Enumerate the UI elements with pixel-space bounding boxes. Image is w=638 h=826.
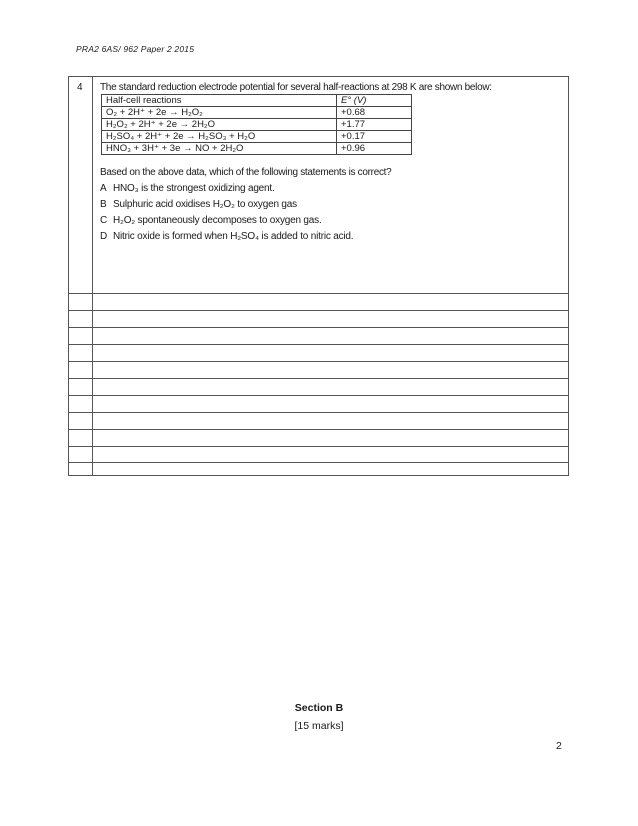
half-reaction-table	[101, 94, 412, 155]
option-text: HNO₃ is the strongest oxidizing agent.	[113, 183, 275, 194]
question-number: 4	[77, 82, 83, 93]
section-title: Section B	[294, 702, 344, 714]
header-potential: E° (V)	[337, 95, 412, 107]
page-header: PRA2 6AS/ 962 Paper 2 2015	[76, 44, 195, 54]
option-label: B	[100, 199, 107, 210]
answer-row-line	[69, 293, 568, 294]
potential-cell: +0.96	[337, 143, 412, 155]
option-label: D	[100, 231, 108, 242]
question-intro: The standard reduction electrode potential for several half-reactions at 298 K are shown below:	[100, 82, 492, 93]
table-row	[102, 119, 412, 131]
reaction-cell: HNO₃ + 3H⁺ + 3e → NO + 2H₂O	[102, 143, 337, 155]
option-text: Sulphuric acid oxidises H₂O₂ to oxygen gas	[113, 199, 297, 210]
header-half-cell: Half-cell reactions	[102, 95, 337, 107]
section-marks: [15 marks]	[294, 720, 344, 732]
option-text: H₂O₂ spontaneously decomposes to oxygen gas.	[113, 215, 322, 226]
option-label: A	[100, 183, 107, 194]
answer-row-line	[69, 378, 568, 379]
question-stem-text: Based on the above data, which of the following statements is correct?	[100, 167, 392, 178]
table-header-row	[102, 95, 412, 107]
question-table	[68, 76, 569, 476]
option-text: Nitric oxide is formed when H₂SO₄ is added to nitric acid.	[113, 231, 354, 242]
option-label: C	[100, 215, 108, 226]
answer-row-line	[69, 429, 568, 430]
table-row	[102, 107, 412, 119]
answer-row-line	[69, 310, 568, 311]
potential-cell: +1.77	[337, 119, 412, 131]
potential-cell: +0.68	[337, 107, 412, 119]
potential-cell: +0.17	[337, 131, 412, 143]
reaction-cell: H₂O₂ + 2H⁺ + 2e → 2H₂O	[102, 119, 337, 131]
table-row	[102, 143, 412, 155]
table-row	[102, 131, 412, 143]
answer-row-line	[69, 327, 568, 328]
answer-row-line	[69, 344, 568, 345]
answer-row-line	[69, 462, 568, 463]
answer-row-line	[69, 412, 568, 413]
answer-row-line	[69, 361, 568, 362]
column-separator	[92, 77, 93, 475]
reaction-cell: H₂SO₄ + 2H⁺ + 2e → H₂SO₃ + H₂O	[102, 131, 337, 143]
reaction-cell: O₂ + 2H⁺ + 2e → H₂O₂	[102, 107, 337, 119]
answer-row-line	[69, 395, 568, 396]
page-number: 2	[556, 740, 562, 752]
answer-row-line	[69, 446, 568, 447]
